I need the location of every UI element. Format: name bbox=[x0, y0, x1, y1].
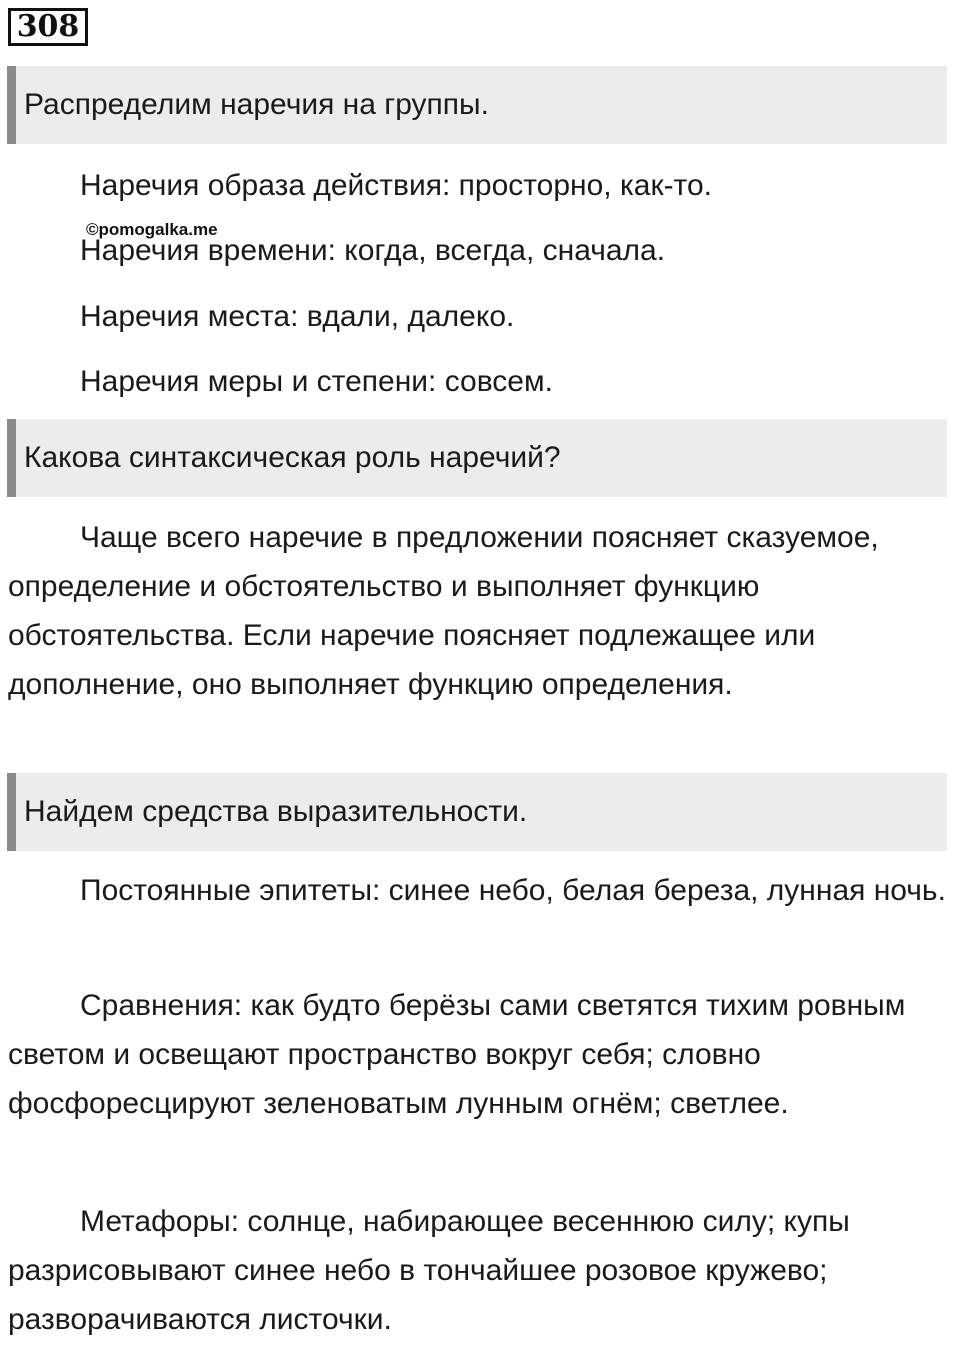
section-header-syntax-role: Какова синтаксическая роль наречий? bbox=[7, 419, 947, 497]
section-header-expressive-means: Найдем средства выразительности. bbox=[7, 773, 947, 851]
adverb-group-manner: Наречия образа действия: просторно, как-то. bbox=[80, 169, 712, 202]
adverb-group-time: Наречия времени: когда, всегда, сначала. bbox=[80, 234, 666, 267]
watermark: ©pomogalka.me bbox=[86, 220, 218, 239]
comparisons-paragraph: Сравнения: как будто берёзы сами светятся тихим ровным светом и освещают пространство вокруг себя; словно фосфоресцируют зеленоватым лунным огнём; светлее. bbox=[8, 989, 906, 1120]
epithets-paragraph: Постоянные эпитеты: синее небо, белая береза, лунная ночь. bbox=[80, 874, 946, 907]
task-number: 308 bbox=[8, 8, 88, 46]
syntax-role-paragraph: Чаще всего наречие в предложении поясняет сказуемое, определение и обстоятельство и выполняет функцию обстоятельства. Если наречие поясняет подлежащее или дополнение, оно выполняет функцию определения. bbox=[8, 521, 879, 701]
adverb-group-place: Наречия места: вдали, далеко. bbox=[80, 300, 515, 333]
adverb-group-degree: Наречия меры и степени: совсем. bbox=[80, 365, 553, 398]
section-header-groups: Распределим наречия на группы. bbox=[7, 66, 947, 144]
metaphors-paragraph: Метафоры: солнце, набирающее весеннюю силу; купы разрисовывают синее небо в тончайшее розовое кружево; разворачиваются листочки. bbox=[8, 1205, 850, 1336]
